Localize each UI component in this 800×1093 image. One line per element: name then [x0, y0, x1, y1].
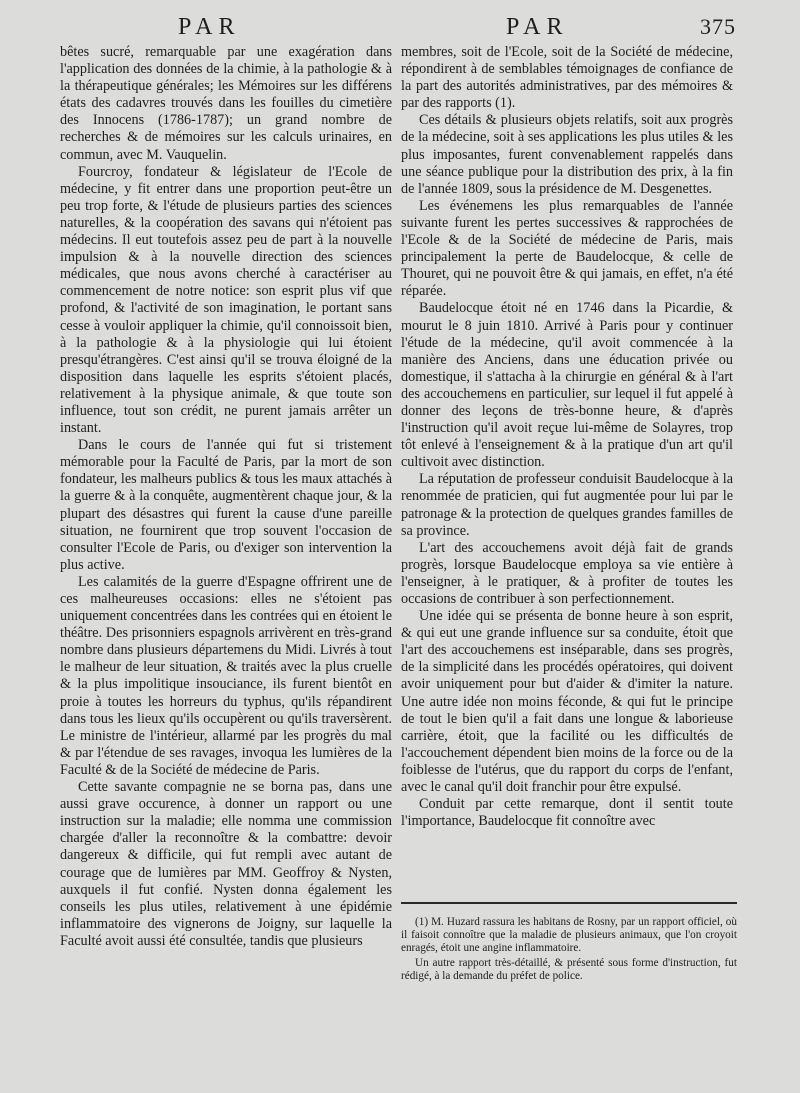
- paragraph: L'art des accouchemens avoit déjà fait de grands progrès, lorsque Baudelocque employa sa vie entière à l'enseigner, à le pratiquer, & à profiter de toutes les occasions de contribuer à son perfectionnement.: [401, 539, 733, 607]
- running-head-center: PAR: [506, 14, 569, 40]
- running-head-left: PAR: [178, 14, 241, 40]
- footnote-rule: [401, 902, 737, 904]
- paragraph: Baudelocque étoit né en 1746 dans la Picardie, & mourut le 8 juin 1810. Arrivé à Paris pour y continuer l'étude de la médecine, qu'il avoit commencée à la manière des Anciens, dans une éducation privée ou domestique, il s'attacha à la chirurgie en général & à l'art des accouchemens en particulier, sur lequel il fut appelé à donner des leçons de très-bonne heure, & d'après l'instruction qu'il avoit reçue lui-même de Solayres, trop tôt enlevé à l'enseignement & à la pratique d'un art qu'il cultivoit avec distinction.: [401, 300, 733, 471]
- paragraph: Les événemens les plus remarquables de l'année suivante furent les pertes successives & rapprochées de l'Ecole & de la Société de médecine de Paris, mais principalement la perte de Baudelocque, & celle de Thouret, qui ne pouvoit être & qui jamais, en effet, n'a été réparée.: [401, 197, 733, 300]
- paragraph: membres, soit de l'Ecole, soit de la Société de médecine, répondirent à de semblables témoignages de confiance de la part des autorités administratives, par des mémoires & par des rapports (1).: [401, 44, 733, 112]
- paragraph: Cette savante compagnie ne se borna pas, dans une aussi grave occurence, à donner un rapport ou une instruction sur la maladie; elle nomma une commission chargée d'aller la reconnoître & la combattre: devoir dangereux & difficile, qui fut rempli avec autant de courage que de lumières par MM. Geoffroy & Nysten, auxquels il fut confié. Nysten donna également les conseils les plus utiles, relativement à une épidémie inflammatoire des vignerons de Joigny, sur laquelle la Faculté avoit aussi été consultée, tandis que plusieurs: [60, 779, 392, 949]
- paragraph: bêtes sucré, remarquable par une exagération dans l'application des données de la chimie, à la pathologie & à la thérapeutique générales; les Mémoires sur les différens états des cadavres trouvés dans les fouilles du cimetière des Innocens (1786-1787); un grand nombre de recherches & de mémoires sur les calculs urinaires, en commun, avec M. Vauquelin.: [60, 44, 392, 163]
- left-column: [60, 44, 392, 950]
- paragraph: La réputation de professeur conduisit Baudelocque à la renommée de praticien, qui fut augmentée pour lui par le patronage & la protection de quelques grandes familles de sa province.: [401, 471, 733, 539]
- right-column: [401, 44, 733, 830]
- paragraph: Une idée qui se présenta de bonne heure à son esprit, & qui eut une grande influence sur sa conduite, étoit que l'art des accouchemens est inséparable, dans ses progrès, de la simplicité dans les procédés opératoires, qui doivent avoir uniquement pour but d'aider & d'imiter la nature. Une autre idée non moins féconde, & qui fut le principe de tout le bien qu'il a fait dans une longue & laborieuse carrière, étoit, que la facilité ou les difficultés de l'accouchement dépendent bien moins de la force ou de la foiblesse de l'utérus, que du rapport du corps de l'enfant, avec le canal qu'il doit franchir pour être expulsé.: [401, 608, 733, 796]
- paragraph: Dans le cours de l'année qui fut si tristement mémorable pour la Faculté de Paris, par la mort de son fondateur, les malheurs publics & tous les maux attachés à la guerre & à la conquête, augmentèrent chaque jour, & la plupart des désastres qui furent la cause d'une pareille situation, ne fournirent que trop souvent l'occasion de consulter l'Ecole de Paris, ou d'exiger son intervention la plus active.: [60, 437, 392, 573]
- paragraph: Les calamités de la guerre d'Espagne offrirent une de ces malheureuses occasions: elles ne s'étoient pas uniquement concentrées dans les contrées qui en étoient le théâtre. Des prisonniers espagnols arrivèrent en très-grand nombre dans plusieurs départemens du Midi. Livrés à tout le malheur de leur situation, & traités avec la plus cruelle & la plus impolitique insouciance, ils furent bientôt en proie à toutes les horreurs du typhus, qu'ils répandirent dans tous les lieux qu'ils occupèrent ou qu'ils traversèrent. Le ministre de l'intérieur, allarmé par les progrès du mal & par l'étendue de ses ravages, invoqua les lumières de la Faculté & de la Société de médecine de Paris.: [60, 573, 392, 778]
- footnote: Un autre rapport très-détaillé, & présenté sous forme d'instruction, fut rédigé, à la demande du préfet de police.: [401, 956, 737, 982]
- footnote: (1) M. Huzard rassura les habitans de Rosny, par un rapport officiel, où il faisoit connoître que la maladie de plusieurs animaux, que l'on croyoit enragés, étoit une angine inflammatoire.: [401, 916, 737, 955]
- footnotes: [401, 916, 737, 984]
- page-number: 375: [700, 14, 736, 39]
- paragraph: Conduit par cette remarque, dont il sentit toute l'importance, Baudelocque fit connoître avec: [401, 796, 733, 830]
- paragraph: Fourcroy, fondateur & législateur de l'Ecole de médecine, y fit entrer dans une proportion peut-être un peu trop forte, & l'étude de plusieurs parties des sciences naturelles, & la coopération des savans qui n'étoient pas médecins. Il eut toutefois assez peu de part à la nouvelle impulsion & à la nouvelle direction des sciences médicales, que nous avons cherché à caractériser au commencement de notre notice: son esprit plus vif que profond, & l'activité de son imagination, le portant sans cesse à vouloir appliquer la chimie, qu'il connoissoit bien, à la pathologie & à la physiologie qui lui étoient presqu'étrangères. C'est ainsi qu'il se trouva éloigné de la disposition dans laquelle les esprits s'étoient placés, relativement à la physique animale, & que toute son influence, tout son crédit, ne purent jamais arrêter un instant.: [60, 163, 392, 437]
- paragraph: Ces détails & plusieurs objets relatifs, soit aux progrès de la médecine, soit à ses applications les plus utiles & les plus imposantes, furent convenablement rappelés dans une séance publique pour la distribution des prix, à la fin de l'année 1809, sous la présidence de M. Desgenettes.: [401, 112, 733, 197]
